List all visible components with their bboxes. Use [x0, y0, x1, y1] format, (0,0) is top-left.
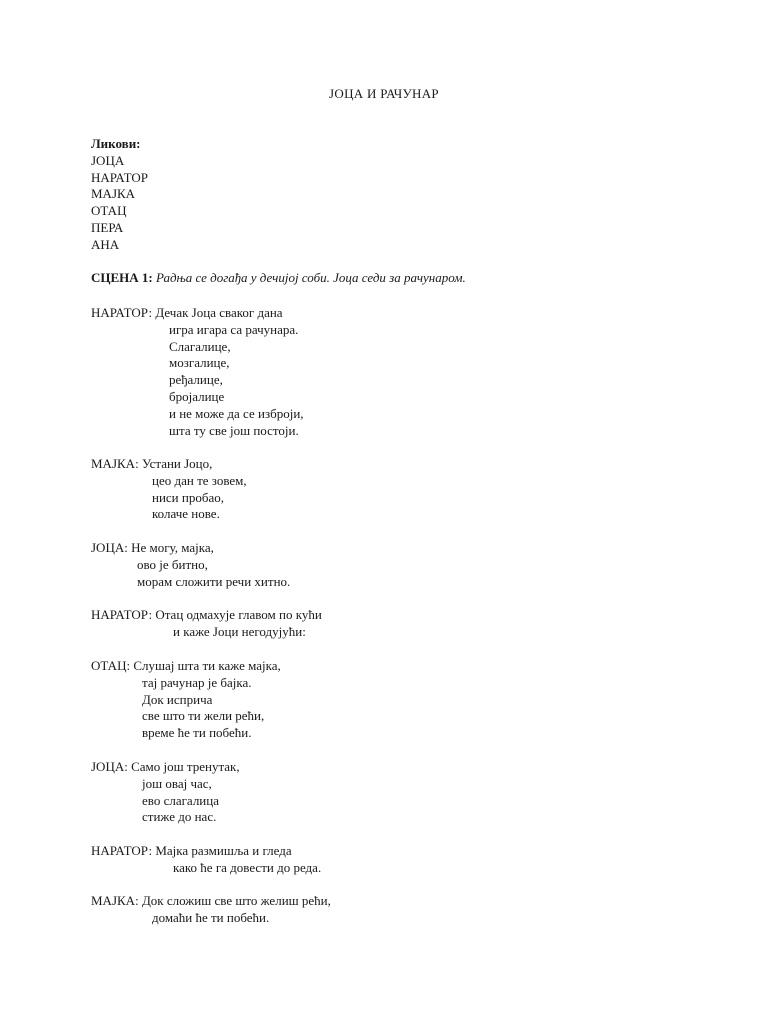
dialogue-line: Мајка размишља и гледа [155, 843, 292, 858]
dialogue-line: шта ту све још постоји. [169, 422, 299, 438]
speaker-name: ЈОЦА: [91, 540, 128, 555]
character-name: НАРАТОР [91, 169, 148, 185]
document-title: ЈОЦА И РАЧУНАР [329, 86, 439, 101]
dialogue-narrator-2 [91, 607, 322, 639]
speaker-name: МАЈКА: [91, 456, 139, 471]
speaker-name: ОТАЦ: [91, 658, 131, 673]
dialogue-majka-2 [91, 893, 331, 925]
dialogue-line: Не могу, мајка, [131, 540, 214, 555]
dialogue-line: морам сложити речи хитно. [137, 573, 291, 589]
dialogue-joca-1 [91, 540, 291, 589]
dialogue-joca-2 [91, 759, 240, 825]
dialogue-line: време ће ти побећи. [142, 725, 252, 741]
character-name: АНА [91, 236, 120, 252]
dialogue-line: и не може да се изброји, [169, 405, 304, 421]
dialogue-otac [91, 658, 281, 741]
speaker-name: НАРАТОР: [91, 843, 153, 858]
dialogue-line: Отац одмахује главом по кући [155, 607, 322, 622]
dialogue-line: како ће га довести до реда. [173, 859, 322, 875]
character-name: ОТАЦ [91, 203, 127, 219]
dialogue-line: Док сложиш све што желиш рећи, [141, 893, 331, 908]
dialogue-line: Док исприча [142, 691, 213, 707]
dialogue-line: мозгалице, [169, 355, 230, 371]
dialogue-line: тај рачунар је бајка. [142, 674, 252, 690]
dialogue-line: Дечак Јоца сваког дана [155, 305, 283, 320]
dialogue-line: бројалице [169, 388, 225, 404]
speaker-name: НАРАТОР: [91, 305, 153, 320]
dialogue-line: игра игара са рачунара. [169, 321, 299, 337]
dialogue-line: цео дан те зовем, [152, 472, 247, 488]
characters-section [91, 136, 148, 254]
dialogue-line: Слагалице, [169, 338, 231, 354]
dialogue-line: ово је битно, [137, 556, 208, 572]
characters-heading: Ликови: [91, 136, 141, 151]
dialogue-line: Устани Јоцо, [141, 456, 213, 471]
dialogue-line: све што ти жели рећи, [142, 708, 265, 724]
character-name: ЈОЦА [91, 152, 125, 168]
dialogue-narrator-1 [91, 305, 304, 438]
dialogue-line: ниси пробао, [152, 489, 224, 505]
scene-direction: Радња се догађа у дечијој соби. Јоца седи за рачунаром. [156, 270, 466, 285]
dialogue-majka-1 [91, 456, 247, 522]
dialogue-line: колаче нове. [152, 506, 220, 522]
dialogue-line: ређалице, [169, 372, 223, 388]
character-name: МАЈКА [91, 186, 136, 202]
dialogue-narrator-3 [91, 843, 322, 875]
character-name: ПЕРА [91, 219, 124, 235]
dialogue-line: домаћи ће ти побећи. [152, 909, 270, 925]
speaker-name: МАЈКА: [91, 893, 139, 908]
dialogue-line: и каже Јоци негодујући: [173, 623, 306, 639]
scene-label: СЦЕНА 1: [91, 270, 153, 285]
scene-heading [91, 270, 466, 287]
dialogue-line: ево слагалица [142, 792, 219, 808]
dialogue-line: Само још тренутак, [131, 759, 240, 774]
speaker-name: НАРАТОР: [91, 607, 153, 622]
dialogue-line: још овај час, [142, 775, 212, 791]
speaker-name: ЈОЦА: [91, 759, 128, 774]
dialogue-line: стиже до нас. [142, 809, 217, 825]
dialogue-line: Слушај шта ти каже мајка, [133, 658, 281, 673]
